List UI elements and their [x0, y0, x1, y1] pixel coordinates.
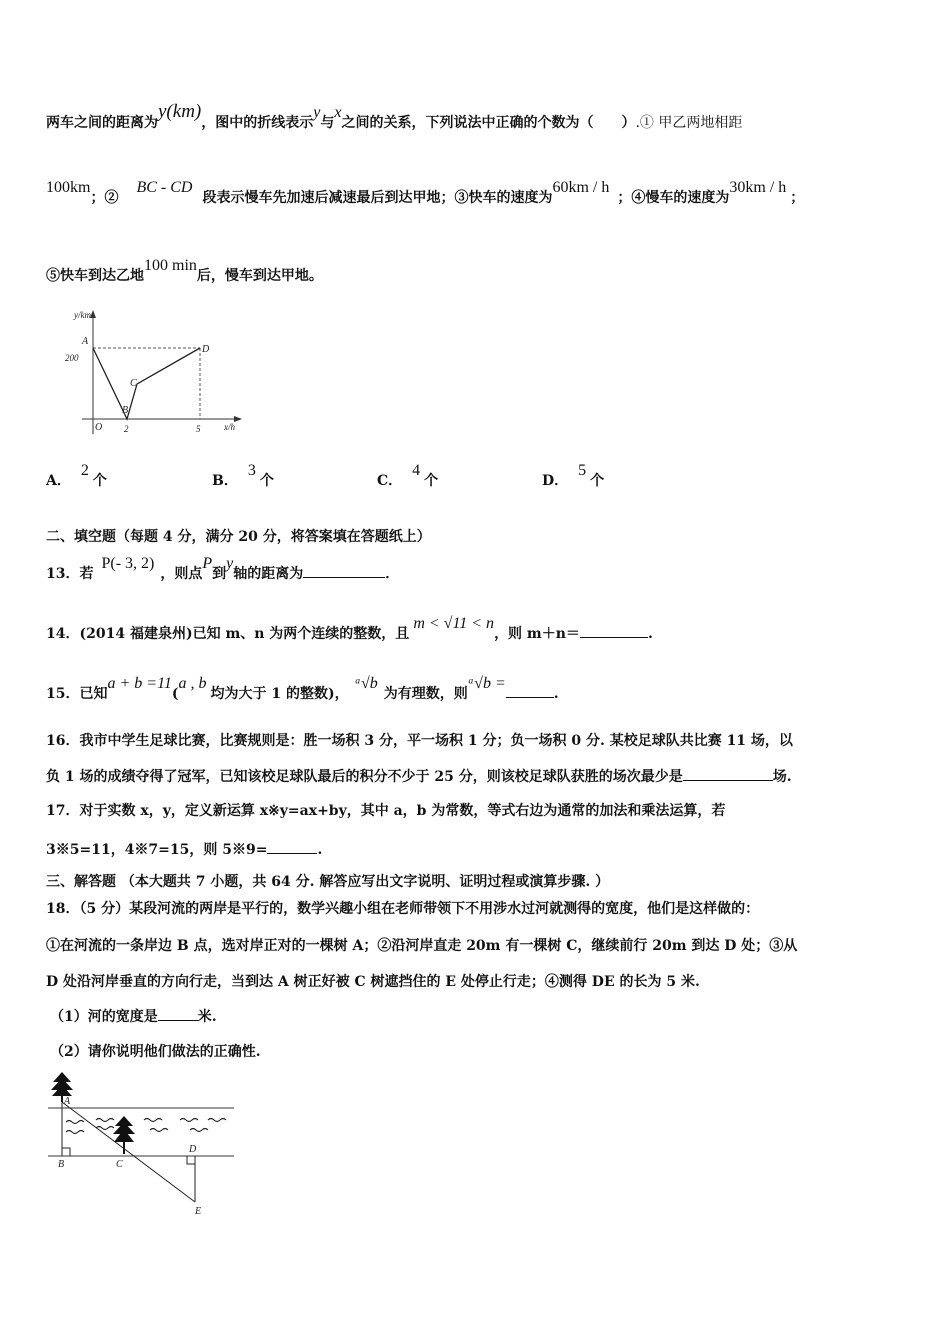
math-100km: 100km [46, 179, 91, 196]
math-x: x [334, 104, 342, 121]
q18-part1-text: （1）河的宽度是 [50, 1009, 158, 1025]
q13 [46, 555, 400, 584]
option-b[interactable] [212, 462, 274, 490]
water-waves-icon [66, 1119, 226, 1134]
graph-label-o: O [95, 422, 103, 433]
q18-line1: 18．（5 分）某段河流的两岸是平行的，数学兴趣小组在老师带领下不用涉水过河就测得的宽度，他们是这样做的： [46, 901, 760, 917]
q18-line3: D 处沿河岸垂直的方向行走，当到达 A 树正好被 C 树遮挡住的 E 处停止行走；④测得 DE 的长为 5 米. [46, 974, 700, 990]
option-unit: 个 [424, 473, 439, 489]
option-value: 4 [412, 462, 421, 479]
q17-text: 3※5=11，4※7=15，则 5※9= [46, 842, 268, 858]
q15-text: 15．已知 [46, 686, 108, 702]
graph-x-label: x/h [224, 422, 235, 432]
math-a-plus-b: a + b =11 [107, 675, 172, 692]
q14-text: 14． [46, 626, 80, 642]
q14 [46, 615, 653, 644]
graph-label-d: D [202, 344, 210, 355]
q16-line2 [46, 766, 792, 787]
right-angle-b [62, 1148, 70, 1156]
q16-text: 负 1 场的成绩夺得了冠军，已知该校足球队最后的积分不少于 25 分，则该校足球队获胜的场次最少是 [46, 769, 683, 785]
option-d[interactable] [542, 462, 605, 490]
q13-answer-blank[interactable] [303, 563, 385, 578]
q15-text: ( [171, 686, 179, 702]
x-axis-arrow-icon [234, 416, 242, 422]
q15-text: 为有理数，则 [383, 686, 468, 702]
q18-part2: （2）请你说明他们做法的正确性. [50, 1044, 261, 1060]
fig-label-e: E [195, 1206, 202, 1217]
q13-text: ，则点 [160, 566, 203, 582]
fig-label-c: C [116, 1159, 123, 1170]
graph-tick-5: 5 [196, 424, 201, 434]
q15 [46, 675, 559, 704]
option-unit: 个 [92, 473, 107, 489]
math-a-b: a , b [178, 675, 207, 692]
q15-answer-blank[interactable] [506, 683, 554, 698]
q18-part1 [50, 1006, 217, 1027]
q15-text: . [553, 686, 559, 702]
math-y: y [313, 104, 321, 121]
math-root-equals: ᵃ√b = [467, 675, 506, 692]
option-a[interactable] [46, 462, 107, 490]
q12-distance-graph [60, 306, 250, 446]
graph-polyline [93, 348, 200, 419]
option-letter: B． [212, 473, 238, 489]
q12-line1 [46, 101, 743, 133]
q12-text: .① 甲乙两地相距 [635, 115, 743, 131]
q14-answer-blank[interactable] [580, 623, 648, 638]
q12-text: ；② [90, 190, 119, 206]
math-y: y [226, 555, 234, 572]
q12-line3 [46, 257, 323, 286]
q12-text: 后，慢车到达甲地。 [196, 268, 323, 284]
line-ae [62, 1102, 195, 1202]
graph-label-c: C [130, 378, 137, 389]
math-30kmh: 30km / h [729, 179, 787, 196]
graph-label-b: B [122, 405, 129, 416]
q15-text: 均为大于 1 的整数)， [210, 686, 349, 702]
right-angle-d [187, 1156, 195, 1164]
q18-answer-blank[interactable] [158, 1006, 198, 1021]
graph-label-a: A [82, 336, 89, 347]
q12-text: 之间的关系，下列说法中正确的个数为（ ） [341, 115, 636, 131]
q13-text: 到 [212, 566, 227, 582]
option-value: 5 [578, 462, 587, 479]
math-p: P [202, 555, 213, 572]
math-60kmh: 60km / h [552, 179, 610, 196]
q16-text: 场. [772, 769, 792, 785]
q18-line2: ①在河流的一条岸边 B 点，选对岸正对的一棵树 A；②沿河岸直走 20m 有一棵树 C，继续前行 20m 到达 D 处；③从 [46, 938, 798, 954]
math-y-km: y(km) [158, 101, 202, 122]
q18-part1-text: 米. [197, 1009, 217, 1025]
option-c[interactable] [377, 462, 439, 490]
q12-text: ； [790, 190, 805, 206]
graph-tick-2: 2 [124, 424, 129, 434]
option-value: 3 [247, 462, 256, 479]
section-3-heading: 三、解答题 （本大题共 7 小题，共 64 分. 解答应写出文字说明、证明过程或演算步骤. ） [46, 874, 610, 890]
math-root: ᵃ√b [354, 675, 378, 692]
q14-text: (2014 福建泉州)已知 m、n 为两个连续的整数，且 [79, 626, 410, 642]
q13-text: 13．若 [46, 566, 94, 582]
q13-text: ． [385, 566, 400, 582]
math-bc-cd: BC - CD [136, 179, 193, 196]
option-letter: C． [377, 473, 403, 489]
q18-river-figure [40, 1068, 240, 1220]
section-2-heading: 二、填空题（每题 4 分，满分 20 分，将答案填在答题纸上） [46, 529, 431, 545]
option-value: 2 [80, 462, 89, 479]
graph-tick-200: 200 [65, 353, 79, 363]
q12-line2 [46, 179, 805, 208]
math-inequality: m < √11 < n [413, 615, 495, 632]
q12-text: 与 [320, 115, 335, 131]
q17-line1: 17．对于实数 x，y，定义新运算 x※y=ax+by，其中 a，b 为常数，等式右边为通常的加法和乘法运算，若 [46, 803, 726, 819]
math-point-p: P(- 3, 2) [101, 555, 155, 572]
q12-text: ；④慢车的速度为 [617, 190, 730, 206]
q12-text: 两车之间的距离为 [46, 115, 158, 131]
q12-text: ，图中的折线表示 [201, 115, 314, 131]
fig-label-a: A [64, 1096, 71, 1107]
math-100min: 100 min [144, 257, 197, 274]
fig-label-b: B [58, 1159, 65, 1170]
fig-label-d: D [189, 1144, 197, 1155]
option-unit: 个 [590, 473, 605, 489]
q16-line1: 16．我市中学生足球比赛，比赛规则是：胜一场积 3 分，平一场积 1 分；负一场积 0 分. 某校足球队共比赛 11 场，以 [46, 733, 793, 749]
option-letter: A． [46, 473, 71, 489]
graph-y-label: y/km [74, 310, 91, 320]
option-letter: D． [542, 473, 569, 489]
q14-text: . [647, 626, 653, 642]
q17-text: . [317, 842, 323, 858]
option-unit: 个 [259, 473, 274, 489]
q12-text: 段表示慢车先加速后减速最后到达甲地；③快车的速度为 [202, 190, 553, 206]
q17-answer-blank[interactable] [267, 839, 317, 854]
q14-text: ，则 m＋n＝ [494, 626, 580, 642]
q13-text: 轴的距离为 [233, 566, 304, 582]
q16-answer-blank[interactable] [683, 766, 773, 781]
q17-line2 [46, 839, 322, 860]
q12-text: ⑤快车到达乙地 [46, 268, 144, 284]
